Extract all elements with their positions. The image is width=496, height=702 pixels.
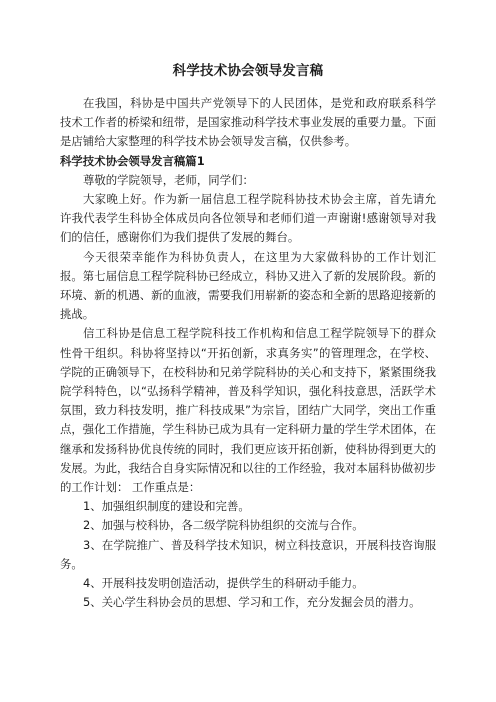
list-item: 3、在学院推广、普及科学技术知识，树立科技意识，开展科技咨询服务。 <box>60 537 436 571</box>
list-item: 2、加强与校科协，各二级学院科协组织的交流与合作。 <box>83 518 364 533</box>
body-paragraph: 今天很荣幸能作为科协负责人，在这里为大家做科协的工作计划汇报。第七届信息工程学院科协已经成立，科协又进入了新的发展阶段。新的环境、新的机遇、新的血液，需要我们用崭新的姿态和全新的思路迎接新的挑战。 <box>60 249 436 322</box>
body-paragraph: 信工科协是信息工程学院科技工作机构和信息工程学院领导下的群众性骨干组织。科协将坚持以“开拓创新，求真务实”的管理理念，在学校、学院的正确领导下，在校科协和兄弟学院科协的关心和支持下，紧紧围绕我院学科特色，以“弘扬科学精神，普及科学知识，强化科技意思，活跃学术氛围，致力科技发明，推广科技成果”为宗旨，团结广大同学，突出工作重点，强化工作措施，学生科协已成为具有一定科研力量的学生学术团体，在继承和发扬科协优良传统的同时，我们更应该开拓创新，使科协得到更大的发展。为此，我结合自身实际情况和以往的工作经验，我对本届科协做初步的工作计划： 工作重点是： <box>60 326 436 495</box>
list-item: 5、关心学生科协会员的思想、学习和工作，充分发掘会员的潜力。 <box>83 595 421 610</box>
list-item: 1、加强组织制度的建设和完善。 <box>83 499 250 514</box>
greeting-paragraph: 尊敬的学院领导，老师，同学们： <box>83 172 254 187</box>
body-paragraph: 大家晚上好。作为新一届信息工程学院科协技术协会主席，首先请允许我代表学生科协全体成员向各位领导和老师们道一声谢谢!感谢领导对我们的信任，感谢你们为我们提供了发展的舞台。 <box>60 192 436 245</box>
section-heading: 科学技术协会领导发言稿篇1 <box>60 153 205 168</box>
intro-paragraph: 在我国，科协是中国共产党领导下的人民团体，是党和政府联系科学技术工作者的桥梁和纽带，是国家推动科学技术事业发展的重要力量。下面是店铺给大家整理的科学技术协会领导发言稿，仅供参考。 <box>60 96 436 149</box>
list-item: 4、开展科技发明创造活动，提供学生的科研动手能力。 <box>83 576 364 591</box>
document-title: 科学技术协会领导发言稿 <box>172 63 324 79</box>
